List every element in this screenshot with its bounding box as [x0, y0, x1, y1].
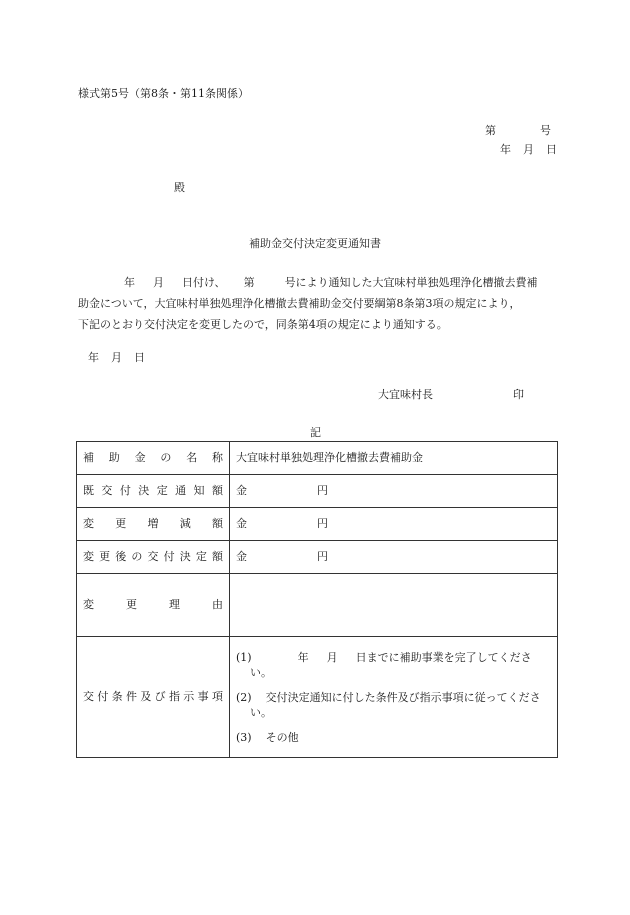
condition-item [236, 690, 551, 720]
row-label-char: 補 [83, 451, 94, 465]
row-label-change-amount [77, 508, 230, 541]
condition-item [236, 650, 551, 680]
table-row-post-change-amount [77, 541, 558, 574]
row-label-char: 増 [147, 517, 159, 531]
condition-text: その他 [265, 730, 299, 744]
seal-mark: 印 [513, 388, 524, 401]
row-value-grant-conditions [230, 637, 558, 758]
form-number: 様式第5号（第8条・第11条関係） [78, 87, 249, 100]
row-label-char: 条 [111, 690, 123, 704]
row-label-char: 付 [119, 484, 131, 498]
condition-deadline-part: 日までに補助事業を完了してください。 [250, 650, 532, 679]
row-label-change-reason [77, 574, 230, 637]
row-label-char: 定 [156, 484, 168, 498]
row-label-post-change-amount [77, 541, 230, 574]
doc-number-suffix: 号 [540, 124, 551, 137]
body-date-year: 年 [124, 276, 135, 289]
condition-item [236, 730, 551, 745]
row-value-change-amount [230, 508, 558, 541]
row-value-change-reason [230, 574, 558, 637]
issue-date-day: 日 [546, 143, 557, 156]
row-label-char: の [160, 451, 172, 465]
sender-name: 大宜味村長 [378, 388, 433, 401]
body-line-2: 助金について，大宜味村単独処理浄化槽撤去費補助金交付要綱第8条第3項の規定により， [78, 297, 521, 310]
row-label-char: 由 [212, 598, 223, 612]
table-row-change-reason [77, 574, 558, 637]
row-label-char: 理 [169, 598, 180, 612]
details-table [76, 441, 558, 758]
issue-date-year: 年 [500, 143, 511, 156]
condition-number: (3) [236, 730, 252, 744]
row-label-char: 名 [186, 451, 198, 465]
row-label-char: 知 [193, 484, 205, 498]
body-date-month: 月 [153, 276, 164, 289]
notice-date [88, 350, 145, 366]
row-label-char: 更 [126, 598, 137, 612]
row-value-prior-decision-amount [230, 475, 558, 508]
issue-date-month: 月 [523, 143, 534, 156]
body-notice-text: 号により通知した大宜味村単独処理浄化槽撤去費補 [284, 276, 538, 289]
amount-prefix: 金 [236, 517, 247, 531]
doc-number-prefix: 第 [485, 124, 496, 137]
body-line-1 [78, 272, 558, 293]
amount-prefix: 金 [236, 484, 247, 498]
row-label-char: 及 [140, 690, 152, 704]
row-label-char: 決 [138, 484, 150, 498]
ki-heading: 記 [310, 426, 321, 439]
row-label-char: 付 [97, 690, 109, 704]
row-label-char: 項 [211, 690, 223, 704]
amount-yen-unit: 円 [317, 484, 328, 498]
document-title: 補助金交付決定変更通知書 [249, 237, 381, 250]
row-label-char: 交 [83, 690, 94, 704]
row-label-prior-decision-amount [77, 475, 230, 508]
condition-deadline-part: 月 [326, 650, 338, 664]
row-label-char: 更 [99, 550, 111, 564]
row-label-char: 既 [83, 484, 94, 498]
row-label-char: 定 [195, 550, 207, 564]
table-row-grant-conditions [77, 637, 558, 758]
row-label-char: 後 [115, 550, 127, 564]
condition-text: 交付決定通知に付した条件及び指示事項に従ってください。 [250, 690, 541, 719]
row-label-char: 事 [197, 690, 209, 704]
condition-number: (1) [236, 650, 252, 664]
row-label-char: 称 [211, 451, 223, 465]
row-label-char: 助 [108, 451, 120, 465]
addressee-honorific: 殿 [174, 181, 185, 194]
row-label-char: 変 [83, 598, 94, 612]
row-label-char: 金 [134, 451, 146, 465]
row-label-char: 変 [83, 517, 94, 531]
amount-prefix: 金 [236, 550, 247, 564]
row-label-grant-conditions [77, 637, 230, 758]
notice-date-month: 月 [111, 351, 122, 364]
row-label-char: び [154, 690, 166, 704]
table-row-prior-decision-amount [77, 475, 558, 508]
body-notice-prefix: 第 [243, 276, 255, 289]
body-paragraph [78, 272, 558, 335]
row-label-char: の [131, 550, 143, 564]
row-label-char: 額 [212, 550, 223, 564]
amount-yen-unit: 円 [317, 517, 328, 531]
document-number [485, 123, 551, 139]
table-row-change-amount [77, 508, 558, 541]
row-label-char: 付 [163, 550, 175, 564]
issue-date [500, 142, 557, 158]
row-label-char: 額 [211, 484, 223, 498]
notice-date-year: 年 [88, 351, 99, 364]
table-row-subsidy-name [77, 442, 558, 475]
row-label-char: 変 [83, 550, 94, 564]
row-label-char: 交 [147, 550, 159, 564]
row-label-char: 通 [175, 484, 187, 498]
sender [378, 387, 524, 403]
row-label-char: 件 [125, 690, 137, 704]
condition-number: (2) [236, 690, 252, 704]
row-label-char: 更 [115, 517, 127, 531]
row-label-char: 決 [179, 550, 191, 564]
row-label-char: 減 [179, 517, 191, 531]
row-label-char: 示 [183, 690, 195, 704]
row-label-subsidy-name [77, 442, 230, 475]
row-label-char: 交 [101, 484, 113, 498]
amount-yen-unit: 円 [317, 550, 328, 564]
condition-deadline-part: 年 [297, 650, 309, 664]
row-label-char: 額 [212, 517, 223, 531]
row-value-post-change-amount [230, 541, 558, 574]
row-value-text: 大宜味村単独処理浄化槽撤去費補助金 [236, 451, 423, 465]
notice-date-day: 日 [134, 351, 145, 364]
body-date-day: 日付け、 [182, 276, 226, 289]
row-value-subsidy-name [230, 442, 558, 475]
body-line-3: 下記のとおり交付決定を変更したので，同条第4項の規定により通知する。 [78, 318, 448, 331]
row-label-char: 指 [168, 690, 180, 704]
